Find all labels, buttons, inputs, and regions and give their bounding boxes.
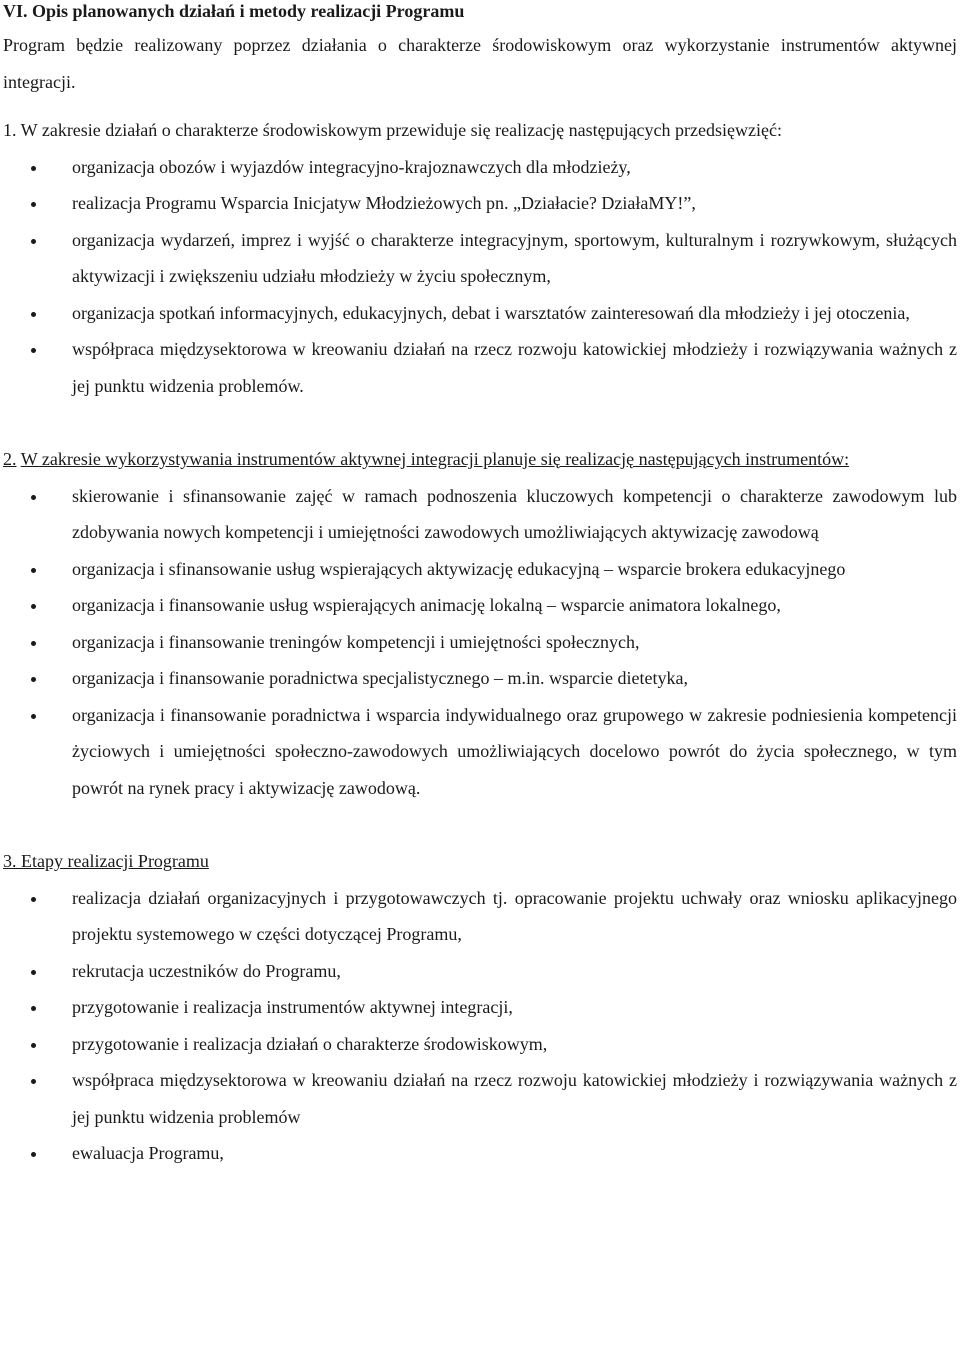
bullet-icon <box>31 312 36 317</box>
list-item: organizacja i finansowanie treningów kompetencji i umiejętności społecznych, <box>3 624 957 661</box>
bullet-icon <box>31 1079 36 1084</box>
spacer <box>3 100 957 112</box>
section2-number: 2. <box>3 449 17 469</box>
list-item: przygotowanie i realizacja działań o charakterze środowiskowym, <box>3 1026 957 1063</box>
list-item: organizacja i finansowanie poradnictwa i wsparcia indywidualnego oraz grupowego w zakresie podniesienia kompetencji życiowych i umiejętności społeczno-zawodowych umożliwiających docelowo powrót do życia społecznego, w tym powrót na rynek pracy i aktywizację zawodową. <box>3 697 957 807</box>
list-item: realizacja działań organizacyjnych i przygotowawczych tj. opracowanie projektu uchwały oraz wniosku aplikacyjnego projektu systemowego w części dotyczącej Programu, <box>3 880 957 953</box>
section3-title: 3. Etapy realizacji Programu <box>3 851 209 871</box>
bullet-icon <box>31 1043 36 1048</box>
list-item: organizacja i sfinansowanie usług wspierających aktywizację edukacyjną – wsparcie brokera edukacyjnego <box>3 551 957 588</box>
list-item: organizacja i finansowanie usług wspierających animację lokalną – wsparcie animatora lokalnego, <box>3 587 957 624</box>
list-item: rekrutacja uczestników do Programu, <box>3 953 957 990</box>
section2-title-text: W zakresie wykorzystywania instrumentów aktywnej integracji planuje się realizację następujących instrumentów: <box>20 449 850 469</box>
spacer <box>3 806 957 843</box>
list-item: współpraca międzysektorowa w kreowaniu działań na rzecz rozwoju katowickiej młodzieży i rozwiązywania ważnych z jej punktu widzenia problemów. <box>3 331 957 404</box>
bullet-icon <box>31 970 36 975</box>
bullet-icon <box>31 1006 36 1011</box>
bullet-icon <box>31 897 36 902</box>
intro-paragraph: Program będzie realizowany poprzez działania o charakterze środowiskowym oraz wykorzystanie instrumentów aktywnej integracji. <box>3 35 957 92</box>
list-item: organizacja obozów i wyjazdów integracyjno-krajoznawczych dla młodzieży, <box>3 149 957 186</box>
section-heading: VI. Opis planowanych działań i metody realizacji Programu <box>3 1 465 21</box>
section1-list <box>3 149 957 405</box>
list-item: organizacja wydarzeń, imprez i wyjść o charakterze integracyjnym, sportowym, kulturalnym i rozrywkowym, służących aktywizacji i zwiększeniu udziału młodzieży w życiu społecznym, <box>3 222 957 295</box>
bullet-icon <box>31 1152 36 1157</box>
spacer <box>3 404 957 441</box>
section2-list <box>3 478 957 807</box>
section1-title: 1. W zakresie działań o charakterze środowiskowym przewiduje się realizację następujących przedsięwzięć: <box>3 120 782 140</box>
list-item: realizacja Programu Wsparcia Inicjatyw Młodzieżowych pn. „Działacie? DziałaMY!”, <box>3 185 957 222</box>
bullet-icon <box>31 641 36 646</box>
list-item: organizacja i finansowanie poradnictwa specjalistycznego – m.in. wsparcie dietetyka, <box>3 660 957 697</box>
list-item: ewaluacja Programu, <box>3 1135 957 1172</box>
section3-list <box>3 880 957 1172</box>
bullet-icon <box>31 604 36 609</box>
section2-title <box>3 441 957 478</box>
bullet-icon <box>31 202 36 207</box>
list-item: współpraca międzysektorowa w kreowaniu działań na rzecz rozwoju katowickiej młodzieży i rozwiązywania ważnych z jej punktu widzenia problemów <box>3 1062 957 1135</box>
bullet-icon <box>31 166 36 171</box>
bullet-icon <box>31 568 36 573</box>
list-item: skierowanie i sfinansowanie zajęć w ramach podnoszenia kluczowych kompetencji o charakterze zawodowym lub zdobywania nowych kompetencji i umiejętności zawodowych umożliwiających aktywizację zawodową <box>3 478 957 551</box>
list-item: organizacja spotkań informacyjnych, edukacyjnych, debat i warsztatów zainteresowań dla młodzieży i jej otoczenia, <box>3 295 957 332</box>
bullet-icon <box>31 348 36 353</box>
bullet-icon <box>31 495 36 500</box>
bullet-icon <box>31 677 36 682</box>
bullet-icon <box>31 239 36 244</box>
list-item: przygotowanie i realizacja instrumentów aktywnej integracji, <box>3 989 957 1026</box>
bullet-icon <box>31 714 36 719</box>
